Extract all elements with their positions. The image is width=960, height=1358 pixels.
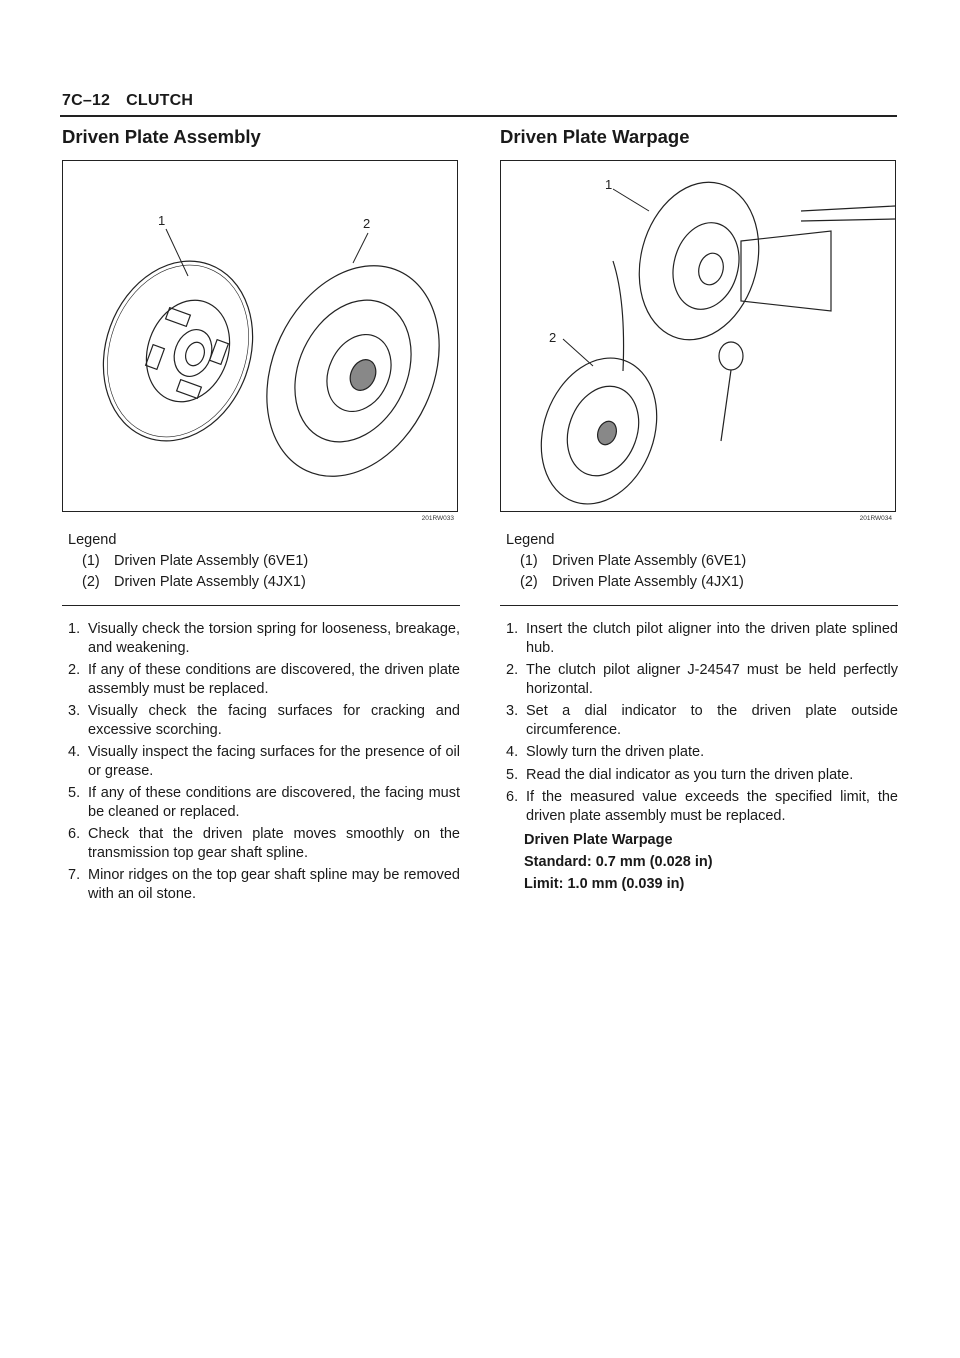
plate-4jx1-drawing bbox=[234, 237, 457, 504]
figure-id: 201RW033 bbox=[421, 515, 454, 522]
step-item: 5. Read the dial indicator as you turn the driven plate. bbox=[506, 766, 854, 783]
legend-title: Legend bbox=[68, 532, 117, 548]
section-number: 7C–12 bbox=[62, 92, 111, 109]
step-item: 2. The clutch pilot aligner J-24547 must be held perfectly horizontal. bbox=[506, 662, 898, 697]
procedure-steps bbox=[500, 620, 898, 825]
plate-6ve1-drawing bbox=[622, 169, 775, 354]
page-header bbox=[62, 92, 193, 110]
step-item: 6. Check that the driven plate moves smoothly on the transmission top gear shaft spline. bbox=[68, 826, 460, 861]
legend-divider bbox=[500, 605, 898, 606]
callout-2: 2 bbox=[549, 330, 557, 345]
legend-title: Legend bbox=[506, 532, 555, 548]
legend bbox=[506, 530, 898, 593]
callout-2-leader bbox=[563, 339, 593, 366]
legend bbox=[68, 530, 460, 593]
legend-divider bbox=[62, 605, 460, 606]
step-item: 4. Visually inspect the facing surfaces for the presence of oil or grease. bbox=[68, 744, 460, 779]
driven-plate-illustration bbox=[63, 161, 457, 511]
left-column bbox=[62, 126, 460, 907]
legend-item: (1) Driven Plate Assembly (6VE1) bbox=[82, 553, 309, 569]
step-item: 4. Slowly turn the driven plate. bbox=[506, 744, 705, 760]
step-item: 3. Visually check the facing surfaces for cracking and excessive scorching. bbox=[68, 703, 460, 738]
callout-1: 1 bbox=[158, 213, 166, 228]
step-item: 6. If the measured value exceeds the specified limit, the driven plate assembly must be replaced. bbox=[506, 789, 898, 824]
plate-4jx1-drawing bbox=[522, 342, 677, 511]
chapter-title: CLUTCH bbox=[126, 92, 194, 109]
callout-1: 1 bbox=[605, 177, 613, 192]
procedure-steps bbox=[62, 620, 460, 903]
step-item: 3. Set a dial indicator to the driven plate outside circumference. bbox=[506, 703, 898, 738]
step-item: 7. Minor ridges on the top gear shaft spline may be removed with an oil stone. bbox=[68, 867, 460, 902]
callout-2: 2 bbox=[363, 216, 371, 231]
step-item: 1. Visually check the torsion spring for looseness, breakage, and weakening. bbox=[68, 621, 460, 656]
spec-limit: Limit: 1.0 mm (0.039 in) bbox=[524, 876, 685, 892]
legend-item: (1) Driven Plate Assembly (6VE1) bbox=[520, 553, 747, 569]
step-item: 5. If any of these conditions are discovered, the facing must be cleaned or replaced. bbox=[68, 785, 460, 820]
plate-6ve1-drawing bbox=[79, 240, 277, 462]
warpage-illustration bbox=[501, 161, 895, 511]
specification-block bbox=[524, 829, 898, 895]
header-rule bbox=[60, 115, 897, 117]
section-title: Driven Plate Warpage bbox=[500, 126, 690, 147]
step-item: 1. Insert the clutch pilot aligner into the driven plate splined hub. bbox=[506, 621, 898, 656]
section-title: Driven Plate Assembly bbox=[62, 126, 261, 147]
callout-1-leader bbox=[613, 189, 649, 211]
legend-item: (2) Driven Plate Assembly (4JX1) bbox=[82, 574, 306, 590]
figure-driven-plate-assembly bbox=[62, 160, 458, 522]
figure-driven-plate-warpage bbox=[500, 160, 896, 522]
legend-item: (2) Driven Plate Assembly (4JX1) bbox=[520, 574, 744, 590]
step-item: 2. If any of these conditions are discovered, the driven plate assembly must be replaced. bbox=[68, 662, 460, 697]
spec-heading: Driven Plate Warpage bbox=[524, 832, 673, 848]
callout-2-leader bbox=[353, 233, 368, 263]
right-column bbox=[500, 126, 898, 895]
spec-standard: Standard: 0.7 mm (0.028 in) bbox=[524, 854, 713, 870]
figure-id: 201RW034 bbox=[859, 515, 892, 522]
